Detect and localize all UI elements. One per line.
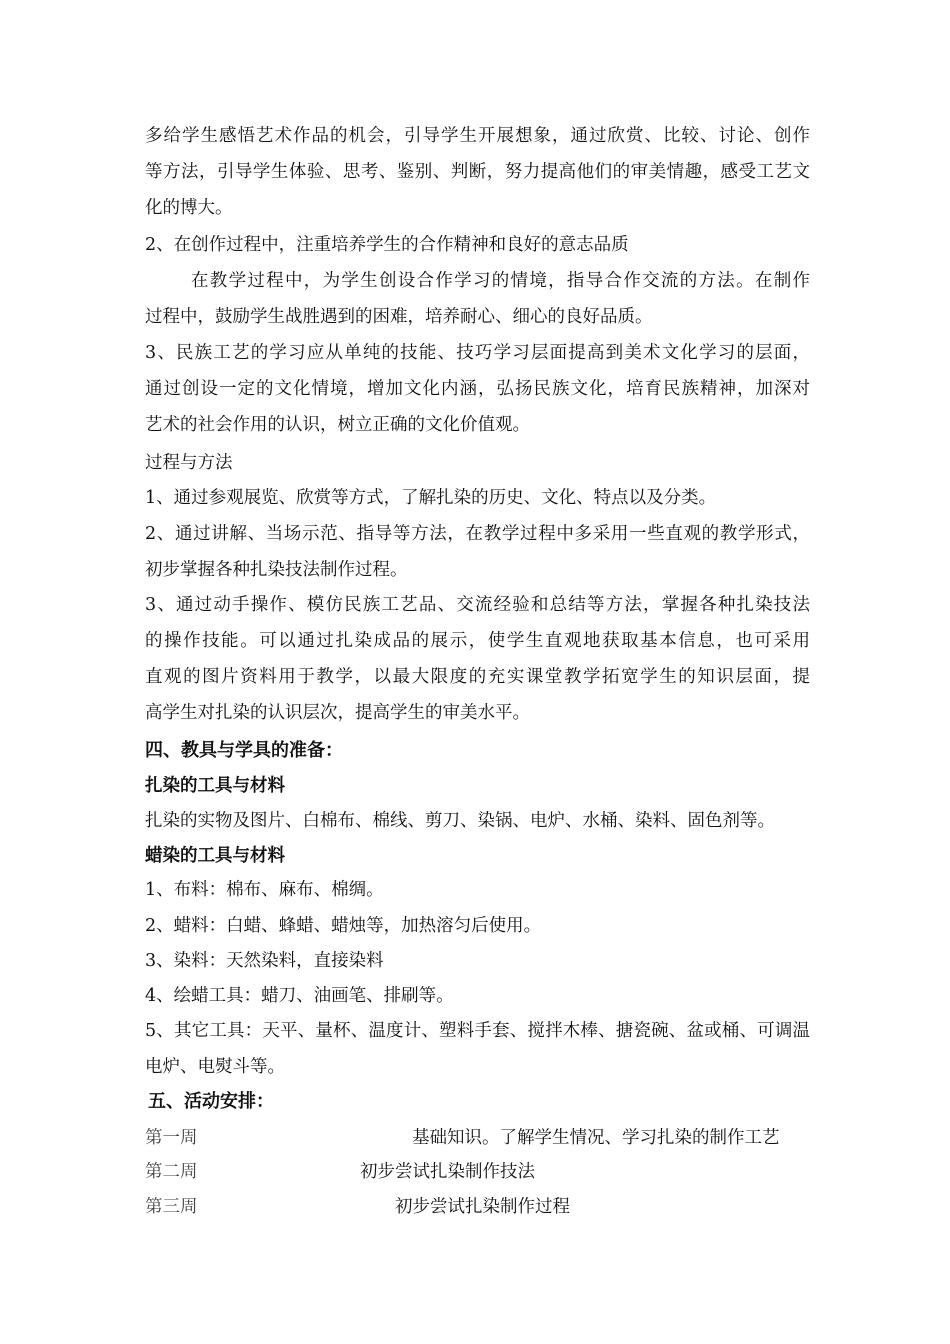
subheading-batik-tools [145,838,810,874]
subheading-tie-dye-tools [145,768,810,804]
text-line: 多给学生感悟艺术作品的机会，引导学生开展想象，通过欣赏、比较、讨论、创作 [145,126,810,146]
text-line: 通过创设一定的文化情境，增加文化内涵，弘扬民族文化，培育民族精神，加深对 [145,379,810,399]
text-line: 3、染料：天然染料，直接染料 [145,951,384,971]
week-label: 第一周 [145,1128,198,1148]
subheading: 扎染的工具与材料 [145,776,285,796]
section-heading: 五、活动安排： [148,1091,274,1112]
text-line: 直观的图片资料用于教学，以最大限度的充实课堂教学拓宽学生的知识层面，提 [145,667,810,687]
text-line: 5、其它工具：天平、量杯、温度计、塑料手套、搅拌木棒、搪瓷碗、盆或桶、可调温 [145,1021,810,1041]
text-line: 1、布料：棉布、麻布、棉绸。 [145,880,384,900]
week-description: 初步尝试扎染制作过程 [395,1197,570,1217]
text-line: 过程中，鼓励学生战胜遇到的困难，培养耐心、细心的良好品质。 [145,307,653,327]
section-heading-five [148,1084,813,1120]
paragraph-appreciation [145,118,810,226]
item-3-ethnic-craft [145,335,810,443]
text-line: 3、通过动手操作、模仿民族工艺品、交流经验和总结等方法，掌握各种扎染技法 [145,595,810,615]
text-line: 高学生对扎染的认识层次，提高学生的审美水平。 [145,703,530,723]
batik-item-3 [145,943,810,979]
schedule-row-week-1 [145,1120,810,1156]
text-line: 等方法，引导学生体验、思考、鉴别、判断，努力提高他们的审美情趣，感受工艺文 [145,162,810,182]
schedule-row-week-2 [145,1154,810,1190]
text-line: 3、民族工艺的学习应从单纯的技能、技巧学习层面提高到美术文化学习的层面， [145,343,810,363]
batik-item-2 [145,908,810,944]
process-item-3 [145,587,810,731]
week-description: 基础知识。了解学生情况、学习扎染的制作工艺 [412,1128,780,1148]
text-line: 艺术的社会作用的认识，树立正确的文化价值观。 [145,415,530,435]
heading-process-method [145,445,810,481]
text-line: 1、通过参观展览、欣赏等方式，了解扎染的历史、文化、特点以及分类。 [145,488,717,508]
week-description: 初步尝试扎染制作技法 [360,1162,535,1182]
section-heading: 四、教具与学具的准备： [145,740,343,761]
text-line: 4、绘蜡工具：蜡刀、油画笔、排刷等。 [145,986,454,1006]
text-line: 的操作技能。可以通过扎染成品的展示，使学生直观地获取基本信息，也可采用 [145,631,810,651]
text-line: 化的博大。 [145,198,233,218]
text-line: 2、蜡料：白蜡、蜂蜡、蜡烛等，加热溶匀后使用。 [145,916,542,936]
process-item-1 [145,480,810,516]
batik-item-1 [145,872,810,908]
item-2-cooperation [145,227,810,263]
text-line: 电炉、电熨斗等。 [145,1057,285,1077]
text-line: 过程与方法 [145,453,233,473]
text-line: 扎染的实物及图片、白棉布、棉线、剪刀、染锅、电炉、水桶、染料、固色剂等。 [145,811,775,831]
text-line: 在教学过程中，为学生创设合作学习的情境，指导合作交流的方法。在制作 [191,271,810,291]
week-label: 第三周 [145,1197,198,1217]
text-line: 2、通过讲解、当场示范、指导等方法，在教学过程中多采用一些直观的教学形式， [145,524,810,544]
batik-item-4 [145,978,810,1014]
section-heading-four [145,733,810,769]
process-item-2 [145,516,810,588]
paragraph-teaching-process [145,263,810,335]
text-line: 2、在创作过程中，注重培养学生的合作精神和良好的意志品质 [145,235,629,255]
schedule-row-week-3 [145,1189,810,1225]
batik-item-5 [145,1013,810,1085]
text-line: 初步掌握各种扎染技法制作过程。 [145,560,408,580]
week-label: 第二周 [145,1162,198,1182]
subheading: 蜡染的工具与材料 [145,846,285,866]
tie-dye-materials [145,803,810,839]
